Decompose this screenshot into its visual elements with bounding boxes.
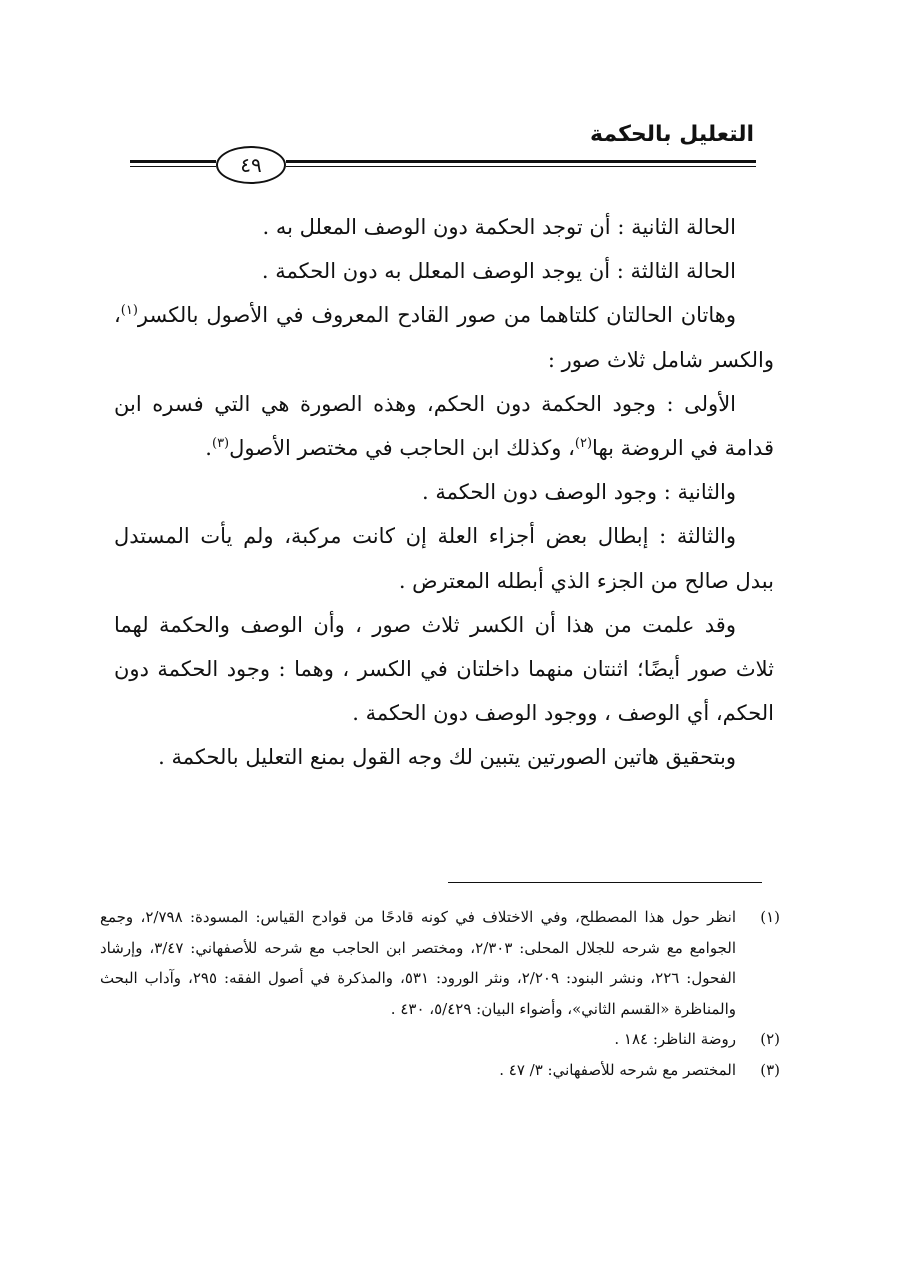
paragraph-3 xyxy=(114,293,774,381)
paragraph-6: والثالثة : إبطال بعض أجزاء العلة إن كانت مركبة، ولم يأت المستدل ببدل صالح من الجزء الذي أبطله المعترض . xyxy=(114,524,774,593)
footnote-ref-3: (٣) xyxy=(211,436,230,452)
paragraph-7: وقد علمت من هذا أن الكسر ثلاث صور ، وأن الوصف والحكمة لهما ثلاث صور أيضًا؛ اثنتان منهما داخلتان في الكسر ، وهما : وجود الحكمة دون الحكم، أي الوصف ، ووجود الوصف دون الحكمة . xyxy=(114,612,774,726)
page-number-text: ٤٩ xyxy=(240,153,262,177)
paragraph-1: الحالة الثانية : أن توجد الحكمة دون الوصف المعلل به . xyxy=(262,215,736,239)
paragraph-4 xyxy=(114,382,774,470)
paragraph-3-text-a: وهاتان الحالتان كلتاهما من صور القادح المعروف في الأصول بالكسر xyxy=(137,303,736,328)
footnote-number: (٣) xyxy=(760,1060,780,1079)
footnote-text: روضة الناظر: ١٨٤ . xyxy=(614,1030,736,1048)
paragraph-2: الحالة الثالثة : أن يوجد الوصف المعلل به دون الحكمة . xyxy=(261,259,736,284)
running-title: التعليل بالحكمة xyxy=(590,122,754,147)
footnote-number: (٢) xyxy=(760,1030,780,1048)
header-rule-thin-left xyxy=(130,166,216,167)
header-rule-thick-left xyxy=(130,160,216,163)
footnote-text: انظر حول هذا المصطلح، وفي الاختلاف في كونه قادحًا من قوادح القياس: المسودة: ٢/٧٩٨، وجمع الجوامع مع شرحه للجلال المحلى: ٢/٣٠٣، ومختصر ابن الحاجب مع شرحه للأصفهاني: ٣/٤٧، وإرشاد الفحول: ٢٢٦، ونشر البنود: ٢/٢٠٩، ونثر الورود: ٥٣١، والمذكرة في أصول الفقه: ٢٩٥، وآداب البحث والمناظرة «القسم الثاني»، وأضواء البيان: ٥/٤٢٩، ٤٣٠ . xyxy=(100,908,737,1018)
footnote-1 xyxy=(100,902,780,1024)
header-rule-thick-right xyxy=(286,160,756,163)
footnotes xyxy=(100,902,780,1085)
paragraph-4-text-c: . xyxy=(205,436,212,461)
paragraph-8: وبتحقيق هاتين الصورتين يتبين لك وجه القول بمنع التعليل بالحكمة . xyxy=(158,745,736,770)
paragraph-3-text-b: ، والكسر شامل ثلاث صور : xyxy=(114,303,774,372)
footnote-2 xyxy=(100,1024,780,1055)
footnote-ref-1: (١) xyxy=(120,303,138,319)
paragraph-4-text-b: ، وكذلك ابن الحاجب في مختصر الأصول xyxy=(229,436,575,461)
footnote-number: (١) xyxy=(760,908,780,926)
header-rule-thin-right xyxy=(286,166,756,167)
paragraph-4-text-a: الأولى : وجود الحكمة دون الحكم، وهذه الصورة هي التي فسره ابن قدامة في الروضة بها xyxy=(114,391,774,461)
footnote-separator xyxy=(448,882,762,883)
paragraph-5: والثانية : وجود الوصف دون الحكمة . xyxy=(421,480,736,505)
footnote-ref-2: (٢) xyxy=(574,436,593,452)
footnote-text: المختصر مع شرحه للأصفهاني: ٣/ ٤٧ . xyxy=(499,1060,736,1079)
main-text xyxy=(114,205,774,780)
footnote-3 xyxy=(100,1055,780,1086)
page-number xyxy=(216,146,286,184)
